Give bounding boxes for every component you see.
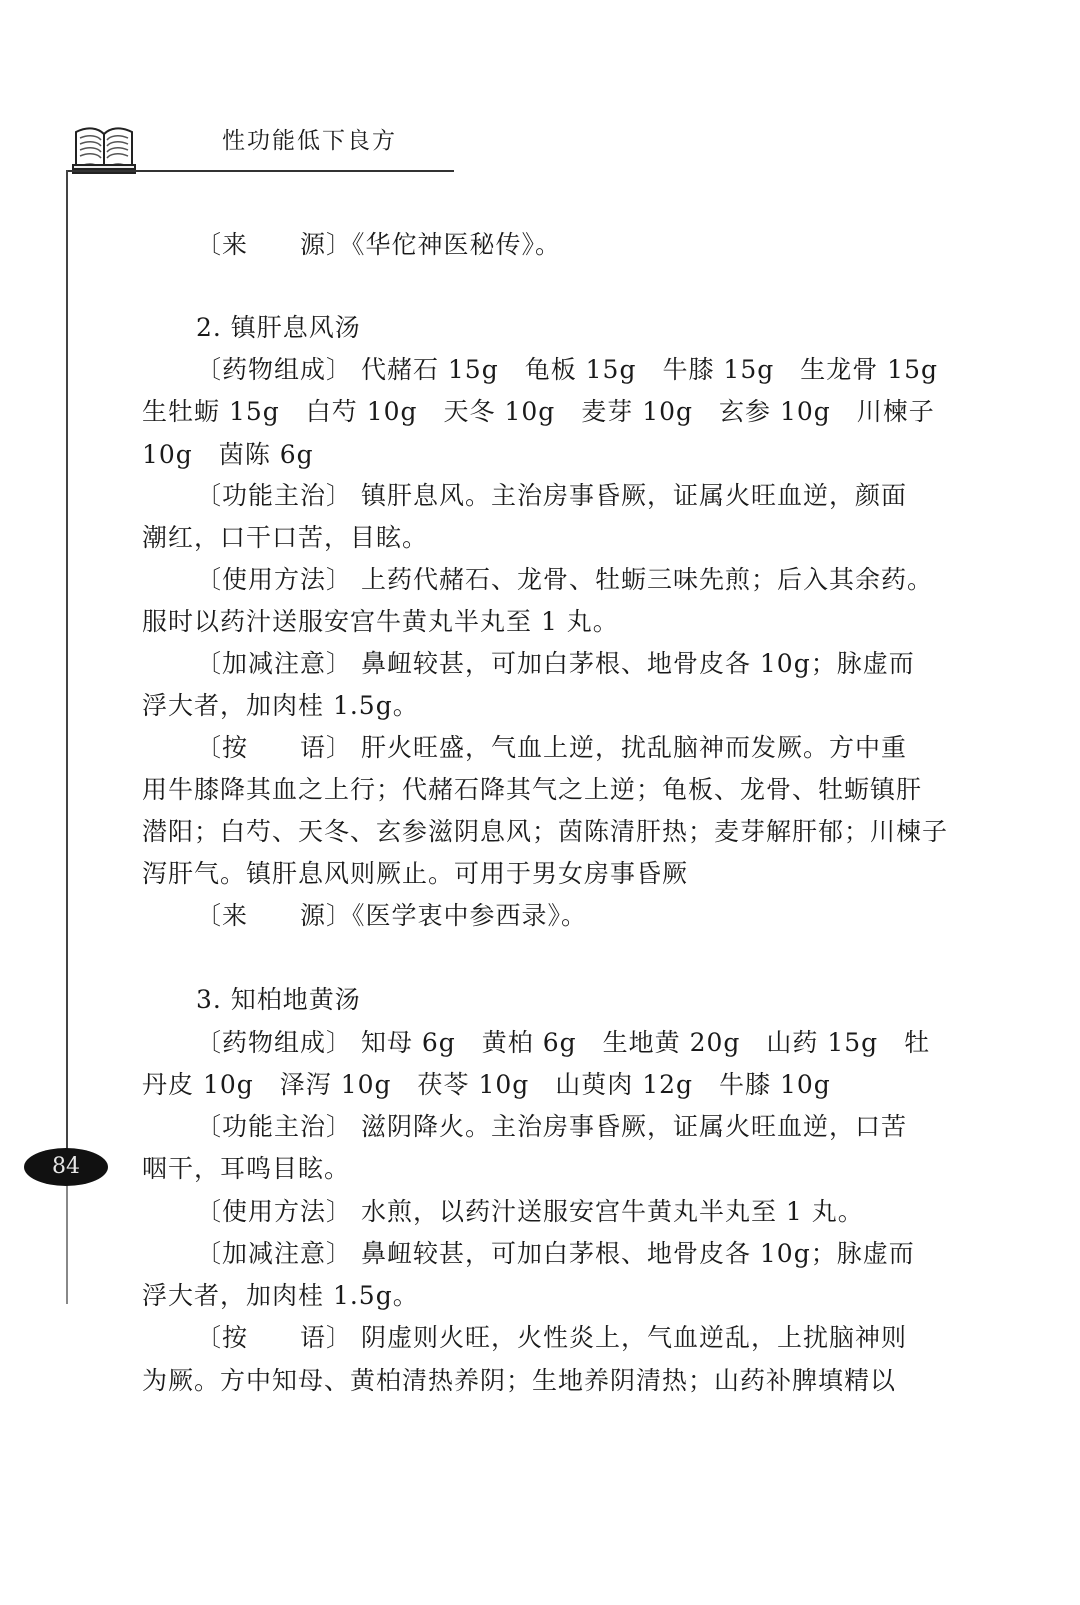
- text-line: 〔药物组成〕 代赭石 15g 龟板 15g 牛膝 15g 生龙骨 15g: [196, 355, 938, 384]
- source-line: 〔来 源〕《华佗神医秘传》。: [196, 230, 562, 259]
- text-line: 丹皮 10g 泽泻 10g 茯苓 10g 山萸肉 12g 牛膝 10g: [142, 1070, 831, 1099]
- running-header-title: 性功能低下良方: [222, 128, 397, 154]
- text-line: 〔使用方法〕 水煎，以药汁送服安宫牛黄丸半丸至 1 丸。: [196, 1197, 864, 1226]
- text-line: 咽干，耳鸣目眩。: [142, 1154, 351, 1183]
- formula-heading: 3. 知柏地黄汤: [196, 985, 361, 1014]
- text-line: 浮大者，加肉桂 1.5g。: [142, 1281, 419, 1310]
- source-line: 〔来 源〕《医学衷中参西录》。: [196, 901, 588, 930]
- text-line: 〔按 语〕 肝火旺盛，气血上逆，扰乱脑神而发厥。方中重: [196, 733, 907, 762]
- text-line: 〔加减注意〕 鼻衄较甚，可加白茅根、地骨皮各 10g；脉虚而: [196, 649, 915, 678]
- text-line: 〔功能主治〕 滋阴降火。主治房事昏厥，证属火旺血逆，口苦: [196, 1112, 907, 1141]
- formula-heading: 2. 镇肝息风汤: [196, 313, 361, 342]
- text-line: 用牛膝降其血之上行；代赭石降其气之上逆；龟板、龙骨、牡蛎镇肝: [142, 775, 923, 804]
- text-line: 服时以药汁送服安宫牛黄丸半丸至 1 丸。: [142, 607, 619, 636]
- text-line: 〔使用方法〕 上药代赭石、龙骨、牡蛎三味先煎；后入其余药。: [196, 565, 933, 594]
- text-line: 潮红，口干口苦，目眩。: [142, 523, 429, 552]
- text-line: 为厥。方中知母、黄柏清热养阴；生地养阴清热；山药补脾填精以: [142, 1366, 897, 1395]
- text-line: 〔药物组成〕 知母 6g 黄柏 6g 生地黄 20g 山药 15g 牡: [196, 1028, 931, 1057]
- text-line: 浮大者，加肉桂 1.5g。: [142, 691, 419, 720]
- text-line: 潜阳；白芍、天冬、玄参滋阴息风；茵陈清肝热；麦芽解肝郁；川楝子: [142, 817, 949, 846]
- text-line: 10g 茵陈 6g: [142, 440, 314, 469]
- text-line: 生牡蛎 15g 白芍 10g 天冬 10g 麦芽 10g 玄参 10g 川楝子: [142, 397, 935, 426]
- text-line: 泻肝气。镇肝息风则厥止。可用于男女房事昏厥: [142, 859, 689, 888]
- text-line: 〔按 语〕 阴虚则火旺，火性炎上，气血逆乱，上扰脑神则: [196, 1323, 907, 1352]
- text-line: 〔加减注意〕 鼻衄较甚，可加白茅根、地骨皮各 10g；脉虚而: [196, 1239, 915, 1268]
- page-number: 84: [24, 1148, 108, 1186]
- text-line: 〔功能主治〕 镇肝息风。主治房事昏厥，证属火旺血逆，颜面: [196, 481, 907, 510]
